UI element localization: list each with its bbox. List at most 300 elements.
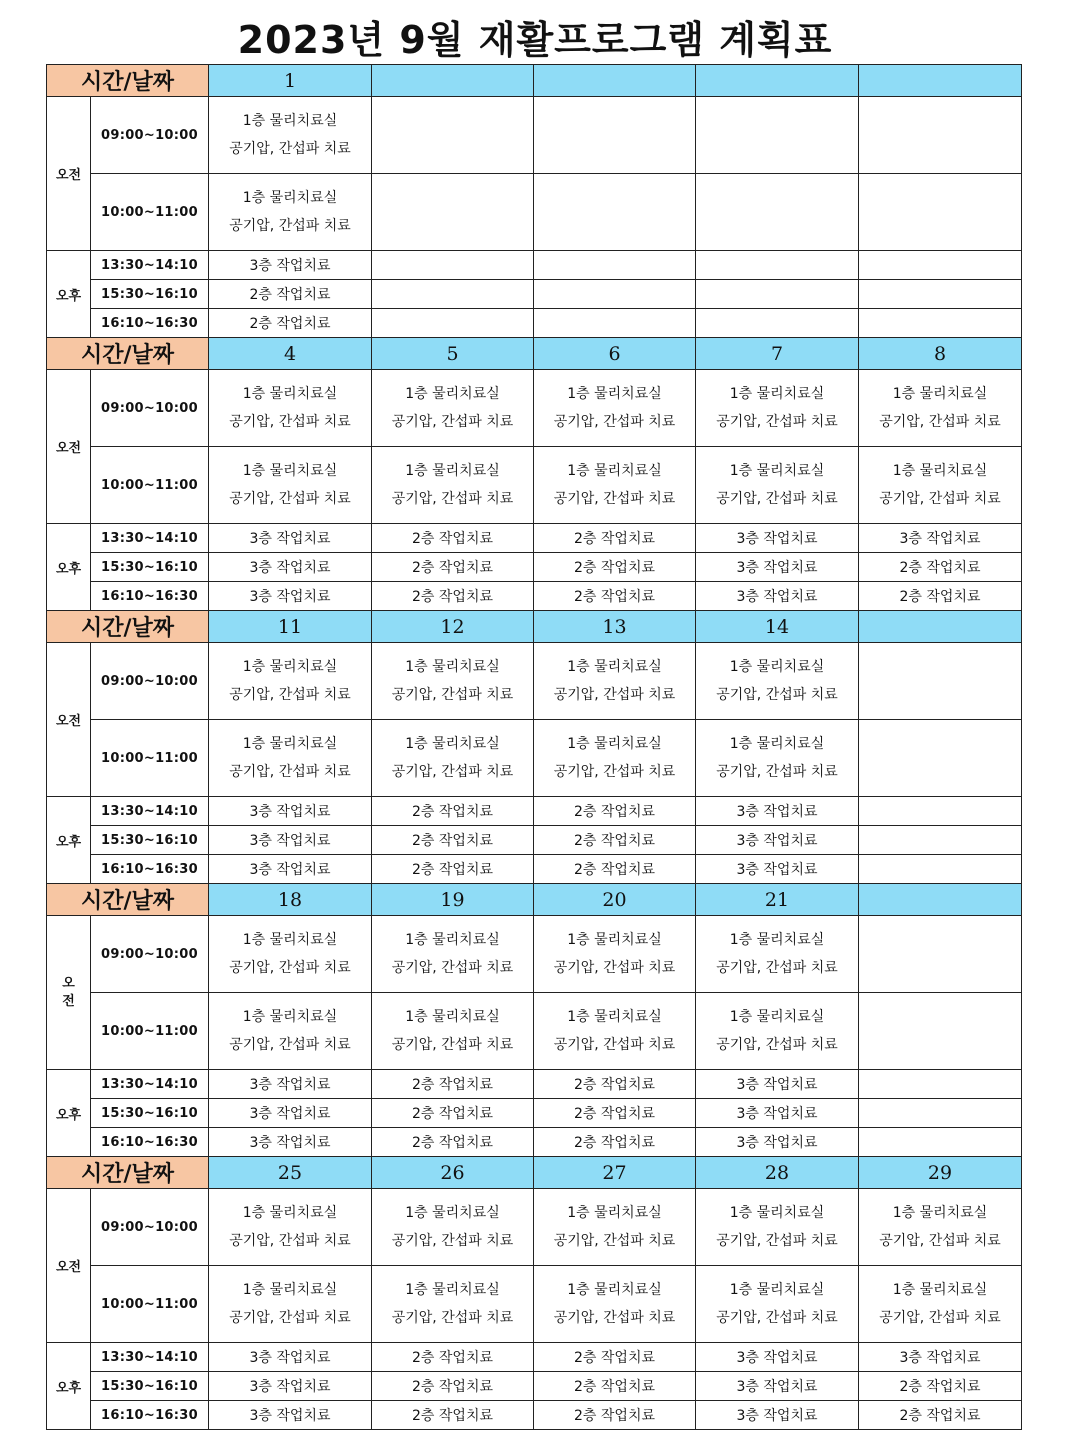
am-program-cell	[209, 993, 372, 1070]
am-program-cell	[209, 643, 372, 720]
pm-program-cell: 3층 작업치료	[696, 826, 859, 855]
am-program-cell	[859, 1189, 1022, 1266]
am-program-cell	[534, 174, 696, 251]
period-am-label: 오전	[47, 97, 91, 251]
program-treatment: 공기압, 간섭파 치료	[229, 1037, 351, 1053]
program-treatment: 공기압, 간섭파 치료	[716, 960, 838, 976]
period-pm-label: 오후	[47, 251, 91, 338]
program-location: 1층 물리치료실	[405, 1282, 500, 1298]
am-program-cell	[534, 1189, 696, 1266]
pm-program-cell: 3층 작업치료	[209, 1343, 372, 1372]
pm-program-cell: 2층 작업치료	[372, 1372, 534, 1401]
am-program-cell	[696, 447, 859, 524]
am-program-cell	[372, 916, 534, 993]
program-treatment: 공기압, 간섭파 치료	[716, 764, 838, 780]
time-slot: 10:00~11:00	[91, 447, 209, 524]
pm-program-cell	[859, 251, 1022, 280]
time-slot: 13:30~14:10	[91, 797, 209, 826]
week-header-row	[47, 65, 1022, 97]
program-location: 1층 물리치료실	[892, 1205, 988, 1221]
week-header-row	[47, 1157, 1022, 1189]
program-treatment: 공기압, 간섭파 치료	[229, 141, 351, 157]
program-treatment: 공기압, 간섭파 치료	[229, 218, 351, 234]
date-cell: 13	[534, 611, 696, 643]
pm-program-cell: 3층 작업치료	[209, 251, 372, 280]
date-cell	[372, 65, 534, 97]
pm-slot-row	[47, 797, 1022, 826]
pm-program-cell: 2층 작업치료	[534, 1343, 696, 1372]
program-location: 1층 물리치료실	[729, 659, 825, 675]
am-program-cell	[372, 447, 534, 524]
program-treatment: 공기압, 간섭파 치료	[716, 414, 838, 430]
pm-program-cell: 3층 작업치료	[696, 582, 859, 611]
am-program-cell	[209, 447, 372, 524]
pm-program-cell	[534, 280, 696, 309]
program-treatment: 공기압, 간섭파 치료	[391, 687, 514, 703]
pm-slot-row	[47, 582, 1022, 611]
pm-slot-row	[47, 251, 1022, 280]
program-location: 1층 물리치료실	[567, 932, 662, 948]
pm-program-cell: 2층 작업치료	[372, 1343, 534, 1372]
am-slot-row	[47, 447, 1022, 524]
pm-slot-row	[47, 553, 1022, 582]
pm-program-cell: 3층 작업치료	[209, 855, 372, 884]
am-program-cell	[372, 1189, 534, 1266]
program-treatment: 공기압, 간섭파 치료	[229, 764, 351, 780]
pm-program-cell	[696, 309, 859, 338]
program-location: 1층 물리치료실	[242, 190, 338, 206]
am-program-cell	[372, 370, 534, 447]
program-location: 1층 물리치료실	[242, 659, 338, 675]
program-treatment: 공기압, 간섭파 치료	[229, 414, 351, 430]
program-treatment: 공기압, 간섭파 치료	[879, 414, 1001, 430]
am-program-cell	[209, 370, 372, 447]
time-slot: 16:10~16:30	[91, 309, 209, 338]
time-slot: 15:30~16:10	[91, 1099, 209, 1128]
pm-program-cell: 2층 작업치료	[534, 855, 696, 884]
time-slot: 09:00~10:00	[91, 370, 209, 447]
time-slot: 09:00~10:00	[91, 1189, 209, 1266]
time-slot: 13:30~14:10	[91, 1070, 209, 1099]
time-slot: 09:00~10:00	[91, 97, 209, 174]
time-slot: 10:00~11:00	[91, 993, 209, 1070]
am-program-cell	[209, 1189, 372, 1266]
program-location: 1층 물리치료실	[242, 1282, 338, 1298]
pm-program-cell: 3층 작업치료	[209, 1099, 372, 1128]
am-program-cell	[859, 1266, 1022, 1343]
am-program-cell	[209, 916, 372, 993]
program-treatment: 공기압, 간섭파 치료	[716, 687, 838, 703]
pm-program-cell: 2층 작업치료	[534, 1070, 696, 1099]
pm-program-cell: 2층 작업치료	[859, 553, 1022, 582]
program-location: 1층 물리치료실	[242, 736, 338, 752]
date-cell: 19	[372, 884, 534, 916]
am-program-cell	[209, 720, 372, 797]
pm-program-cell: 2층 작업치료	[534, 553, 696, 582]
am-program-cell	[372, 643, 534, 720]
period-am-label: 오전	[47, 370, 91, 524]
program-treatment: 공기압, 간섭파 치료	[716, 1233, 838, 1249]
pm-program-cell: 3층 작업치료	[696, 1343, 859, 1372]
date-cell: 18	[209, 884, 372, 916]
date-cell: 8	[859, 338, 1022, 370]
am-slot-row	[47, 1189, 1022, 1266]
am-slot-row	[47, 916, 1022, 993]
date-cell: 26	[372, 1157, 534, 1189]
pm-slot-row	[47, 524, 1022, 553]
program-location: 1층 물리치료실	[242, 1205, 338, 1221]
pm-program-cell: 3층 작업치료	[696, 1128, 859, 1157]
pm-program-cell	[859, 855, 1022, 884]
week-header-row	[47, 611, 1022, 643]
am-program-cell	[534, 720, 696, 797]
program-treatment: 공기압, 간섭파 치료	[879, 491, 1001, 507]
pm-program-cell: 3층 작업치료	[209, 826, 372, 855]
pm-program-cell: 3층 작업치료	[696, 1401, 859, 1430]
am-program-cell	[372, 1266, 534, 1343]
am-program-cell	[372, 720, 534, 797]
am-program-cell	[696, 97, 859, 174]
pm-program-cell: 3층 작업치료	[696, 553, 859, 582]
pm-slot-row	[47, 1401, 1022, 1430]
program-treatment: 공기압, 간섭파 치료	[553, 1310, 676, 1326]
time-slot: 13:30~14:10	[91, 251, 209, 280]
header-label: 시간/날짜	[47, 611, 209, 643]
schedule-table	[46, 64, 1022, 1430]
header-label: 시간/날짜	[47, 65, 209, 97]
pm-program-cell: 3층 작업치료	[209, 1372, 372, 1401]
am-program-cell	[534, 916, 696, 993]
pm-slot-row	[47, 1099, 1022, 1128]
pm-program-cell: 2층 작업치료	[534, 1128, 696, 1157]
pm-program-cell: 3층 작업치료	[696, 855, 859, 884]
pm-slot-row	[47, 309, 1022, 338]
program-location: 1층 물리치료실	[242, 386, 338, 402]
pm-program-cell: 3층 작업치료	[209, 1128, 372, 1157]
program-treatment: 공기압, 간섭파 치료	[391, 1233, 514, 1249]
am-program-cell	[534, 643, 696, 720]
date-cell: 20	[534, 884, 696, 916]
time-slot: 15:30~16:10	[91, 1372, 209, 1401]
program-treatment: 공기압, 간섭파 치료	[229, 491, 351, 507]
date-cell: 27	[534, 1157, 696, 1189]
pm-program-cell	[372, 309, 534, 338]
am-program-cell	[696, 916, 859, 993]
program-location: 1층 물리치료실	[242, 1009, 338, 1025]
pm-program-cell: 3층 작업치료	[209, 1401, 372, 1430]
am-program-cell	[859, 447, 1022, 524]
pm-slot-row	[47, 1128, 1022, 1157]
pm-program-cell	[534, 309, 696, 338]
period-am-label	[47, 916, 91, 1070]
pm-program-cell: 2층 작업치료	[372, 1070, 534, 1099]
program-treatment: 공기압, 간섭파 치료	[716, 491, 838, 507]
am-program-cell	[696, 370, 859, 447]
program-location: 1층 물리치료실	[567, 659, 662, 675]
time-slot: 13:30~14:10	[91, 1343, 209, 1372]
page-title: 2023년 9월 재활프로그램 계획표	[237, 18, 833, 62]
pm-program-cell: 3층 작업치료	[696, 524, 859, 553]
pm-program-cell: 3층 작업치료	[859, 1343, 1022, 1372]
am-slot-row	[47, 643, 1022, 720]
am-slot-row	[47, 370, 1022, 447]
am-program-cell	[209, 174, 372, 251]
pm-program-cell: 2층 작업치료	[372, 855, 534, 884]
program-location: 1층 물리치료실	[729, 1205, 825, 1221]
am-program-cell	[209, 97, 372, 174]
program-location: 1층 물리치료실	[405, 932, 500, 948]
program-treatment: 공기압, 간섭파 치료	[553, 1037, 676, 1053]
period-pm-label: 오후	[47, 524, 91, 611]
program-treatment: 공기압, 간섭파 치료	[553, 414, 676, 430]
time-slot: 10:00~11:00	[91, 1266, 209, 1343]
pm-program-cell: 3층 작업치료	[209, 797, 372, 826]
program-treatment: 공기압, 간섭파 치료	[391, 1310, 514, 1326]
pm-slot-row	[47, 1343, 1022, 1372]
am-program-cell	[859, 174, 1022, 251]
program-treatment: 공기압, 간섭파 치료	[553, 1233, 676, 1249]
am-program-cell	[859, 97, 1022, 174]
pm-program-cell: 2층 작업치료	[534, 1372, 696, 1401]
date-cell: 21	[696, 884, 859, 916]
program-treatment: 공기압, 간섭파 치료	[716, 1310, 838, 1326]
pm-program-cell: 2층 작업치료	[534, 1401, 696, 1430]
date-cell: 25	[209, 1157, 372, 1189]
program-location: 1층 물리치료실	[567, 463, 662, 479]
time-slot: 15:30~16:10	[91, 553, 209, 582]
time-slot: 13:30~14:10	[91, 524, 209, 553]
pm-program-cell: 3층 작업치료	[209, 1070, 372, 1099]
am-program-cell	[372, 97, 534, 174]
am-program-cell	[696, 174, 859, 251]
pm-program-cell	[859, 797, 1022, 826]
pm-program-cell: 2층 작업치료	[372, 826, 534, 855]
program-location: 1층 물리치료실	[405, 736, 500, 752]
pm-program-cell: 2층 작업치료	[372, 1128, 534, 1157]
header-label: 시간/날짜	[47, 1157, 209, 1189]
pm-program-cell	[859, 1128, 1022, 1157]
date-cell: 6	[534, 338, 696, 370]
pm-program-cell	[534, 251, 696, 280]
program-treatment: 공기압, 간섭파 치료	[553, 491, 676, 507]
program-treatment: 공기압, 간섭파 치료	[716, 1037, 838, 1053]
program-treatment: 공기압, 간섭파 치료	[391, 414, 514, 430]
time-slot: 10:00~11:00	[91, 174, 209, 251]
program-location: 1층 물리치료실	[567, 736, 662, 752]
pm-program-cell: 2층 작업치료	[372, 524, 534, 553]
am-program-cell	[859, 643, 1022, 720]
date-cell: 28	[696, 1157, 859, 1189]
pm-program-cell	[859, 826, 1022, 855]
time-slot: 16:10~16:30	[91, 1401, 209, 1430]
program-treatment: 공기압, 간섭파 치료	[879, 1310, 1001, 1326]
week-header-row	[47, 884, 1022, 916]
date-cell	[859, 611, 1022, 643]
period-pm-label: 오후	[47, 1343, 91, 1430]
time-slot: 09:00~10:00	[91, 643, 209, 720]
program-treatment: 공기압, 간섭파 치료	[391, 491, 514, 507]
period-pm-label: 오후	[47, 1070, 91, 1157]
pm-slot-row	[47, 826, 1022, 855]
time-slot: 16:10~16:30	[91, 582, 209, 611]
program-location: 1층 물리치료실	[729, 1009, 825, 1025]
pm-program-cell	[859, 1070, 1022, 1099]
program-location: 1층 물리치료실	[242, 113, 338, 129]
am-program-cell	[372, 993, 534, 1070]
pm-program-cell: 2층 작업치료	[859, 1372, 1022, 1401]
pm-program-cell: 2층 작업치료	[534, 1099, 696, 1128]
program-location: 1층 물리치료실	[405, 1009, 500, 1025]
am-program-cell	[534, 1266, 696, 1343]
am-program-cell	[372, 174, 534, 251]
pm-program-cell: 2층 작업치료	[859, 582, 1022, 611]
pm-program-cell: 3층 작업치료	[696, 1070, 859, 1099]
am-program-cell	[859, 720, 1022, 797]
pm-slot-row	[47, 1070, 1022, 1099]
program-treatment: 공기압, 간섭파 치료	[391, 960, 514, 976]
program-location: 1층 물리치료실	[567, 1282, 662, 1298]
date-cell: 14	[696, 611, 859, 643]
period-am-char: 오 전	[62, 975, 75, 1009]
program-location: 1층 물리치료실	[405, 386, 500, 402]
pm-program-cell: 3층 작업치료	[209, 553, 372, 582]
date-cell: 5	[372, 338, 534, 370]
pm-program-cell: 2층 작업치료	[534, 524, 696, 553]
program-treatment: 공기압, 간섭파 치료	[391, 764, 514, 780]
am-program-cell	[859, 916, 1022, 993]
pm-program-cell: 3층 작업치료	[696, 1099, 859, 1128]
program-location: 1층 물리치료실	[567, 386, 662, 402]
header-label: 시간/날짜	[47, 884, 209, 916]
pm-program-cell: 3층 작업치료	[209, 582, 372, 611]
period-am-label: 오전	[47, 643, 91, 797]
program-location: 1층 물리치료실	[567, 1205, 662, 1221]
program-location: 1층 물리치료실	[729, 463, 825, 479]
pm-program-cell: 2층 작업치료	[209, 280, 372, 309]
pm-program-cell: 2층 작업치료	[372, 1401, 534, 1430]
pm-slot-row	[47, 855, 1022, 884]
am-slot-row	[47, 97, 1022, 174]
pm-program-cell	[696, 280, 859, 309]
am-slot-row	[47, 993, 1022, 1070]
date-cell: 12	[372, 611, 534, 643]
date-cell	[696, 65, 859, 97]
pm-program-cell: 2층 작업치료	[209, 309, 372, 338]
week-header-row	[47, 338, 1022, 370]
program-location: 1층 물리치료실	[892, 386, 988, 402]
pm-program-cell	[859, 1099, 1022, 1128]
date-cell: 11	[209, 611, 372, 643]
program-treatment: 공기압, 간섭파 치료	[553, 764, 676, 780]
am-slot-row	[47, 1266, 1022, 1343]
program-treatment: 공기압, 간섭파 치료	[553, 687, 676, 703]
time-slot: 16:10~16:30	[91, 1128, 209, 1157]
pm-program-cell: 3층 작업치료	[859, 524, 1022, 553]
date-cell: 7	[696, 338, 859, 370]
date-cell	[859, 65, 1022, 97]
am-program-cell	[534, 370, 696, 447]
pm-program-cell	[696, 251, 859, 280]
am-program-cell	[696, 720, 859, 797]
program-location: 1층 물리치료실	[892, 1282, 988, 1298]
pm-program-cell: 2층 작업치료	[372, 1099, 534, 1128]
program-treatment: 공기압, 간섭파 치료	[229, 960, 351, 976]
pm-program-cell: 2층 작업치료	[534, 826, 696, 855]
pm-program-cell: 2층 작업치료	[534, 797, 696, 826]
program-location: 1층 물리치료실	[405, 659, 500, 675]
time-slot: 09:00~10:00	[91, 916, 209, 993]
pm-program-cell: 2층 작업치료	[372, 582, 534, 611]
date-cell: 29	[859, 1157, 1022, 1189]
program-treatment: 공기압, 간섭파 치료	[229, 687, 351, 703]
time-slot: 16:10~16:30	[91, 855, 209, 884]
am-program-cell	[534, 993, 696, 1070]
am-slot-row	[47, 174, 1022, 251]
program-location: 1층 물리치료실	[729, 932, 825, 948]
time-slot: 15:30~16:10	[91, 280, 209, 309]
pm-program-cell: 3층 작업치료	[696, 797, 859, 826]
pm-program-cell: 2층 작업치료	[859, 1401, 1022, 1430]
header-label: 시간/날짜	[47, 338, 209, 370]
program-location: 1층 물리치료실	[242, 463, 338, 479]
program-treatment: 공기압, 간섭파 치료	[391, 1037, 514, 1053]
date-cell	[859, 884, 1022, 916]
program-location: 1층 물리치료실	[729, 1282, 825, 1298]
program-treatment: 공기압, 간섭파 치료	[229, 1310, 351, 1326]
pm-slot-row	[47, 280, 1022, 309]
date-cell: 4	[209, 338, 372, 370]
program-location: 1층 물리치료실	[405, 463, 500, 479]
period-am-label: 오전	[47, 1189, 91, 1343]
pm-program-cell	[372, 280, 534, 309]
schedule-body	[47, 65, 1022, 1430]
pm-program-cell: 2층 작업치료	[372, 797, 534, 826]
pm-program-cell: 3층 작업치료	[209, 524, 372, 553]
am-program-cell	[696, 993, 859, 1070]
program-location: 1층 물리치료실	[567, 1009, 662, 1025]
pm-program-cell: 2층 작업치료	[372, 553, 534, 582]
date-cell: 1	[209, 65, 372, 97]
am-program-cell	[696, 1266, 859, 1343]
am-program-cell	[859, 993, 1022, 1070]
program-location: 1층 물리치료실	[892, 463, 988, 479]
program-location: 1층 물리치료실	[729, 736, 825, 752]
program-treatment: 공기압, 간섭파 치료	[229, 1233, 351, 1249]
pm-program-cell	[859, 280, 1022, 309]
pm-program-cell	[372, 251, 534, 280]
pm-slot-row	[47, 1372, 1022, 1401]
am-slot-row	[47, 720, 1022, 797]
am-program-cell	[209, 1266, 372, 1343]
am-program-cell	[696, 1189, 859, 1266]
time-slot: 15:30~16:10	[91, 826, 209, 855]
time-slot: 10:00~11:00	[91, 720, 209, 797]
am-program-cell	[534, 97, 696, 174]
program-treatment: 공기압, 간섭파 치료	[879, 1233, 1001, 1249]
program-treatment: 공기압, 간섭파 치료	[553, 960, 676, 976]
program-location: 1층 물리치료실	[242, 932, 338, 948]
program-location: 1층 물리치료실	[405, 1205, 500, 1221]
pm-program-cell: 3층 작업치료	[696, 1372, 859, 1401]
program-location: 1층 물리치료실	[729, 386, 825, 402]
pm-program-cell: 2층 작업치료	[534, 582, 696, 611]
am-program-cell	[859, 370, 1022, 447]
am-program-cell	[696, 643, 859, 720]
period-pm-label: 오후	[47, 797, 91, 884]
am-program-cell	[534, 447, 696, 524]
date-cell	[534, 65, 696, 97]
pm-program-cell	[859, 309, 1022, 338]
